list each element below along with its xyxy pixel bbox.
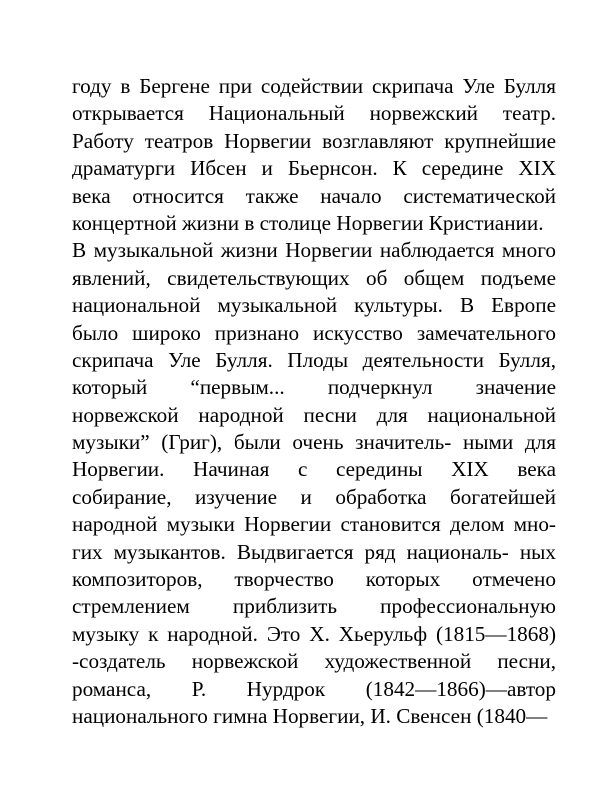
- text-line: народной музыки Норвегии становится делом мно-: [72, 512, 556, 537]
- text-line: концертной жизни в столице Норвегии Кристиании.: [72, 210, 544, 235]
- text-line: явлений, свидетельствующих об общем подъеме: [72, 265, 556, 290]
- text-line: романса, Р. Нурдрок (1842—1866)—автор: [72, 676, 556, 701]
- text-line: В музыкальной жизни Норвегии наблюдается много: [72, 238, 556, 263]
- text-line: скрипача Уле Булля. Плоды деятельности Булля,: [72, 347, 556, 372]
- text-line: собирание, изучение и обработка богатейшей: [72, 484, 556, 509]
- text-line: музыку к народной. Это Х. Хьерульф (1815—1868): [72, 621, 556, 646]
- body-text: [72, 73, 556, 730]
- text-line: который “первым... подчеркнул значение: [72, 375, 556, 400]
- text-line: века относится также начало систематической: [72, 183, 556, 208]
- text-line: норвежской народной песни для национальной: [72, 402, 556, 427]
- text-line: году в Бергене при содействии скрипача Уле Булля: [72, 74, 556, 98]
- text-line: -создатель норвежской художественной песни,: [72, 649, 556, 674]
- text-line: открывается Национальный норвежский театр.: [72, 101, 556, 126]
- text-line: стремлением приблизить профессиональную: [72, 594, 556, 619]
- text-line: национального гимна Норвегии, И. Свенсен (1840—: [72, 703, 548, 728]
- text-line: Норвегии. Начиная с середины XIX века: [72, 457, 556, 482]
- text-line: национальной музыкальной культуры. В Европе: [72, 293, 556, 318]
- text-line: композиторов, творчество которых отмечено: [72, 567, 556, 592]
- text-line: Работу театров Норвегии возглавляют крупнейшие: [72, 128, 556, 153]
- text-line: было широко признано искусство замечательного: [72, 320, 556, 345]
- text-line: драматурги Ибсен и Бьернсон. К середине XIX: [72, 156, 556, 181]
- text-line: гих музыкантов. Выдвигается ряд националь- ных: [72, 539, 556, 564]
- text-line: музыки” (Григ), были очень значитель- ными для: [72, 430, 556, 455]
